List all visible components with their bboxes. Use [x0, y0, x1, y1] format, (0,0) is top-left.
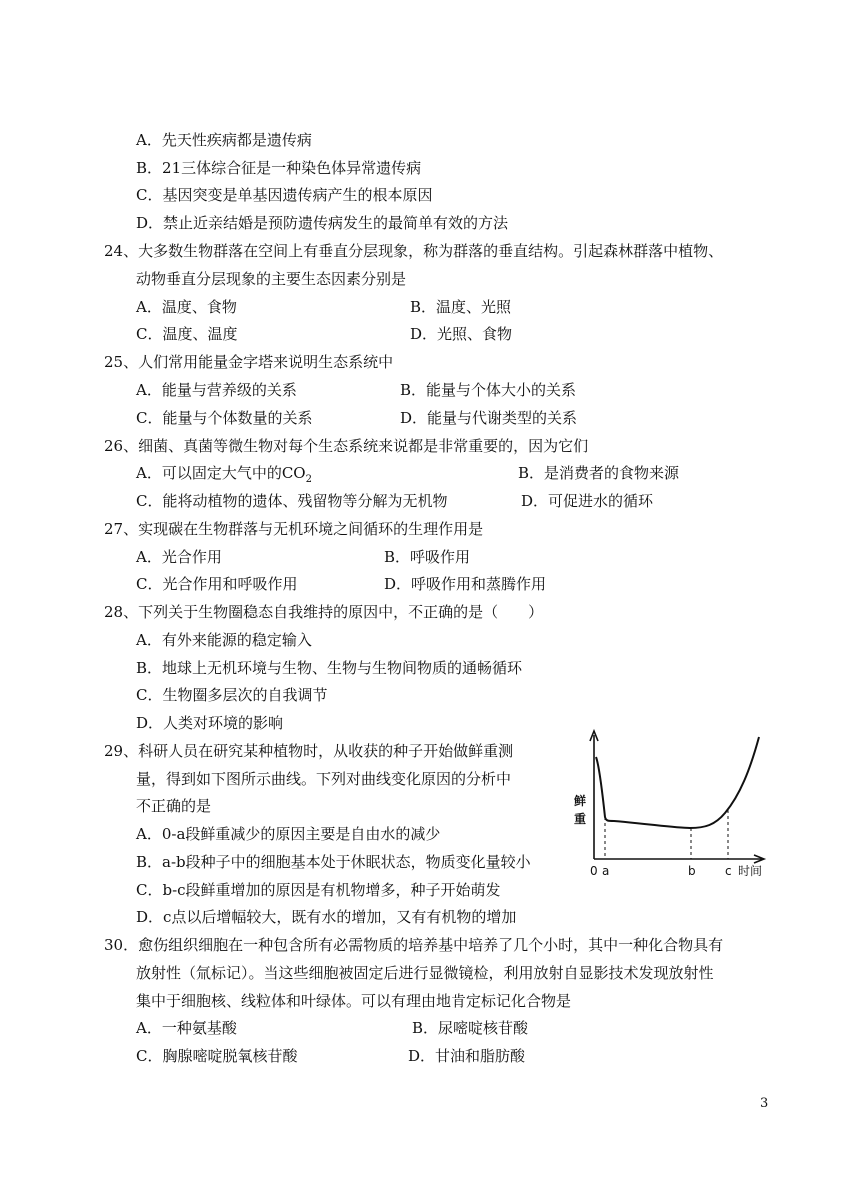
- q26-option-d: D．可促进水的循环: [521, 492, 654, 510]
- q26-option-b: B．是消费者的食物来源: [518, 464, 680, 482]
- fresh-weight-curve-figure: [574, 725, 780, 885]
- q29-stem-line2: 量，得到如下图所示曲线。下列对曲线变化原因的分析中: [136, 770, 512, 788]
- q27-stem: 27、实现碳在生物群落与无机环境之间循环的生理作用是: [104, 520, 484, 538]
- q28-option-a: A．有外来能源的稳定输入: [136, 631, 312, 649]
- q23-option-d: D．禁止近亲结婚是预防遗传病发生的最简单有效的方法: [136, 214, 509, 232]
- q24-option-a: A．温度、食物: [136, 298, 237, 316]
- q28-stem: 28、下列关于生物圈稳态自我维持的原因中，不正确的是（ ）: [104, 603, 544, 621]
- x-axis-label: 时间: [738, 864, 763, 878]
- q27-option-c: C．光合作用和呼吸作用: [136, 575, 298, 593]
- q30-stem-line1: 30．愈伤组织细胞在一种包含所有必需物质的培养基中培养了几个小时，其中一种化合物具有: [104, 936, 724, 954]
- q24-option-d: D．光照、食物: [410, 325, 513, 343]
- q30-option-a: A．一种氨基酸: [136, 1019, 237, 1037]
- tick-label-a: a: [602, 864, 610, 878]
- q26-option-a: [136, 463, 312, 490]
- q30-option-d: D．甘油和脂肪酸: [408, 1047, 526, 1065]
- q24-stem-line2: 动物垂直分层现象的主要生态因素分别是: [136, 270, 407, 288]
- fresh-weight-curve: [596, 737, 759, 828]
- q29-option-c: C．b-c段鲜重增加的原因是有机物增多，种子开始萌发: [136, 881, 501, 899]
- q25-option-c: C．能量与个体数量的关系: [136, 409, 313, 427]
- q25-option-a: A．能量与营养级的关系: [136, 381, 297, 399]
- q24-option-c: C．温度、温度: [136, 325, 238, 343]
- q28-option-b: B．地球上无机环境与生物、生物与生物间物质的通畅循环: [136, 659, 523, 677]
- q26-option-c: C．能将动植物的遗体、残留物等分解为无机物: [136, 492, 448, 510]
- q30-stem-line2: 放射性（氚标记）。当这些细胞被固定后进行显微镜检，利用放射自显影技术发现放射性: [136, 964, 714, 982]
- q29-stem-line3: 不正确的是: [136, 797, 212, 815]
- q29-stem-line1: 29、科研人员在研究某种植物时，从收获的种子开始做鲜重测: [104, 742, 514, 760]
- q25-option-d: D．能量与代谢类型的关系: [400, 409, 578, 427]
- page-number: 3: [760, 1096, 769, 1111]
- q30-option-b: B．尿嘧啶核苷酸: [412, 1019, 529, 1037]
- q26-option-a-text: A．可以固定大气中的CO: [136, 464, 306, 482]
- q26-stem: 26、细菌、真菌等微生物对每个生态系统来说都是非常重要的，因为它们: [104, 437, 589, 455]
- y-axis-label-2: 重: [574, 812, 587, 826]
- q29-option-a: A．0-a段鲜重减少的原因主要是自由水的减少: [136, 825, 441, 843]
- q27-option-d: D．呼吸作用和蒸腾作用: [384, 575, 547, 593]
- q30-option-c: C．胸腺嘧啶脱氧核苷酸: [136, 1047, 298, 1065]
- q27-option-b: B．呼吸作用: [384, 548, 471, 566]
- q26-option-a-subscript: 2: [305, 474, 312, 485]
- q23-option-c: C．基因突变是单基因遗传病产生的根本原因: [136, 186, 433, 204]
- q23-option-b: B．21三体综合征是一种染色体异常遗传病: [136, 159, 422, 177]
- tick-label-c: c: [725, 864, 732, 878]
- q29-option-b: B．a-b段种子中的细胞基本处于休眠状态，物质变化量较小: [136, 853, 531, 871]
- y-axis-label-1: 鲜: [574, 794, 587, 808]
- q25-stem: 25、人们常用能量金字塔来说明生态系统中: [104, 353, 394, 371]
- q24-stem-line1: 24、大多数生物群落在空间上有垂直分层现象，称为群落的垂直结构。引起森林群落中植物、: [104, 242, 724, 260]
- q28-option-d: D．人类对环境的影响: [136, 714, 284, 732]
- q25-option-b: B．能量与个体大小的关系: [400, 381, 577, 399]
- origin-label: 0: [590, 864, 598, 878]
- q28-option-c: C．生物圈多层次的自我调节: [136, 686, 328, 704]
- q27-option-a: A．光合作用: [136, 548, 222, 566]
- tick-label-b: b: [688, 864, 696, 878]
- q30-stem-line3: 集中于细胞核、线粒体和叶绿体。可以有理由地肯定标记化合物是: [136, 992, 572, 1010]
- q23-option-a: A．先天性疾病都是遗传病: [136, 131, 312, 149]
- q24-option-b: B．温度、光照: [410, 298, 512, 316]
- q29-option-d: D．c点以后增幅较大，既有水的增加，又有有机物的增加: [136, 908, 517, 926]
